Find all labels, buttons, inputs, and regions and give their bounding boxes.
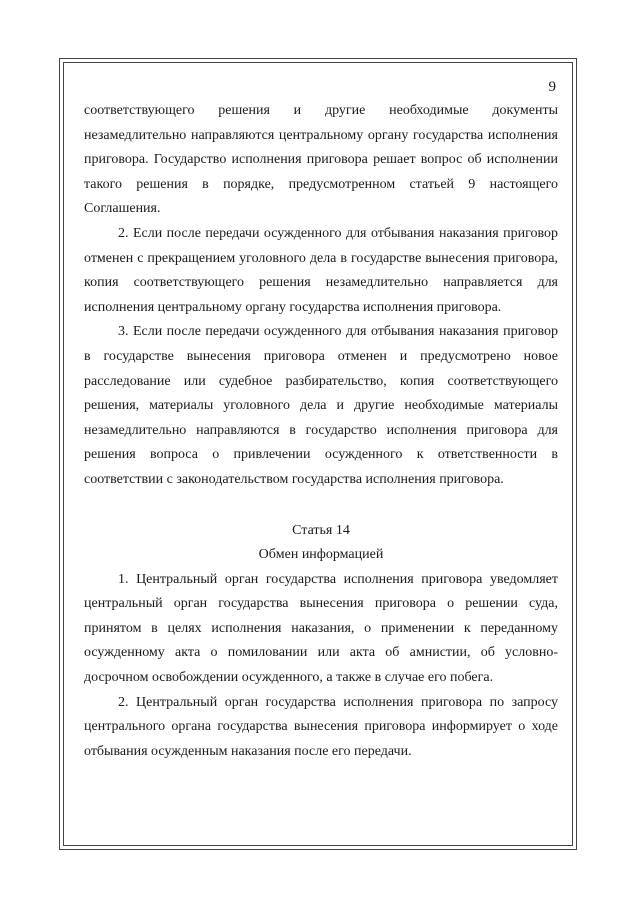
paragraph-continued: соответствующего решения и другие необходимые документы незамедлительно направляются центральному органу государства исполнения приговора. Государство исполнения приговора решает вопрос об исполнении такого решения в порядке, предусмотренном статьей 9 настоящего Соглашения. (84, 103, 558, 217)
paragraph-3: 3. Если после передачи осужденного для отбывания наказания приговор в государстве вынесения приговора отменен и предусмотрено новое расследование или судебное разбирательство, копия соответствующего решения, материалы уголовного дела и другие необходимые материалы незамедлительно направляются в государство исполнения приговора для решения вопроса о привлечении осужденного к ответственности в соответствии с законодательством государства исполнения приговора. (84, 324, 558, 487)
article-paragraph-2: 2. Центральный орган государства исполнения приговора по запросу центрального органа государства вынесения приговора информирует о ходе отбывания осужденным наказания после его передачи. (84, 694, 558, 759)
document-content (84, 78, 558, 764)
article-title: Обмен информацией (258, 547, 384, 563)
article-paragraph-1: 1. Центральный орган государства исполнения приговора уведомляет центральный орган государства вынесения приговора о решении суда, принятом в целях исполнения наказания, о применении к переданному осужденному акта о помиловании или акта об амнистии, об условно-досрочном освобождении осужденного, а также в случае его побега. (84, 571, 558, 686)
article-number: Статья 14 (292, 522, 350, 538)
paragraph-2: 2. Если после передачи осужденного для отбывания наказания приговор отменен с прекращением уголовного дела в государстве вынесения приговора, копия соответствующего решения незамедлительно направляется для исполнения центральному органу государства исполнения приговора. (84, 225, 558, 315)
page-number: 9 (548, 79, 556, 95)
